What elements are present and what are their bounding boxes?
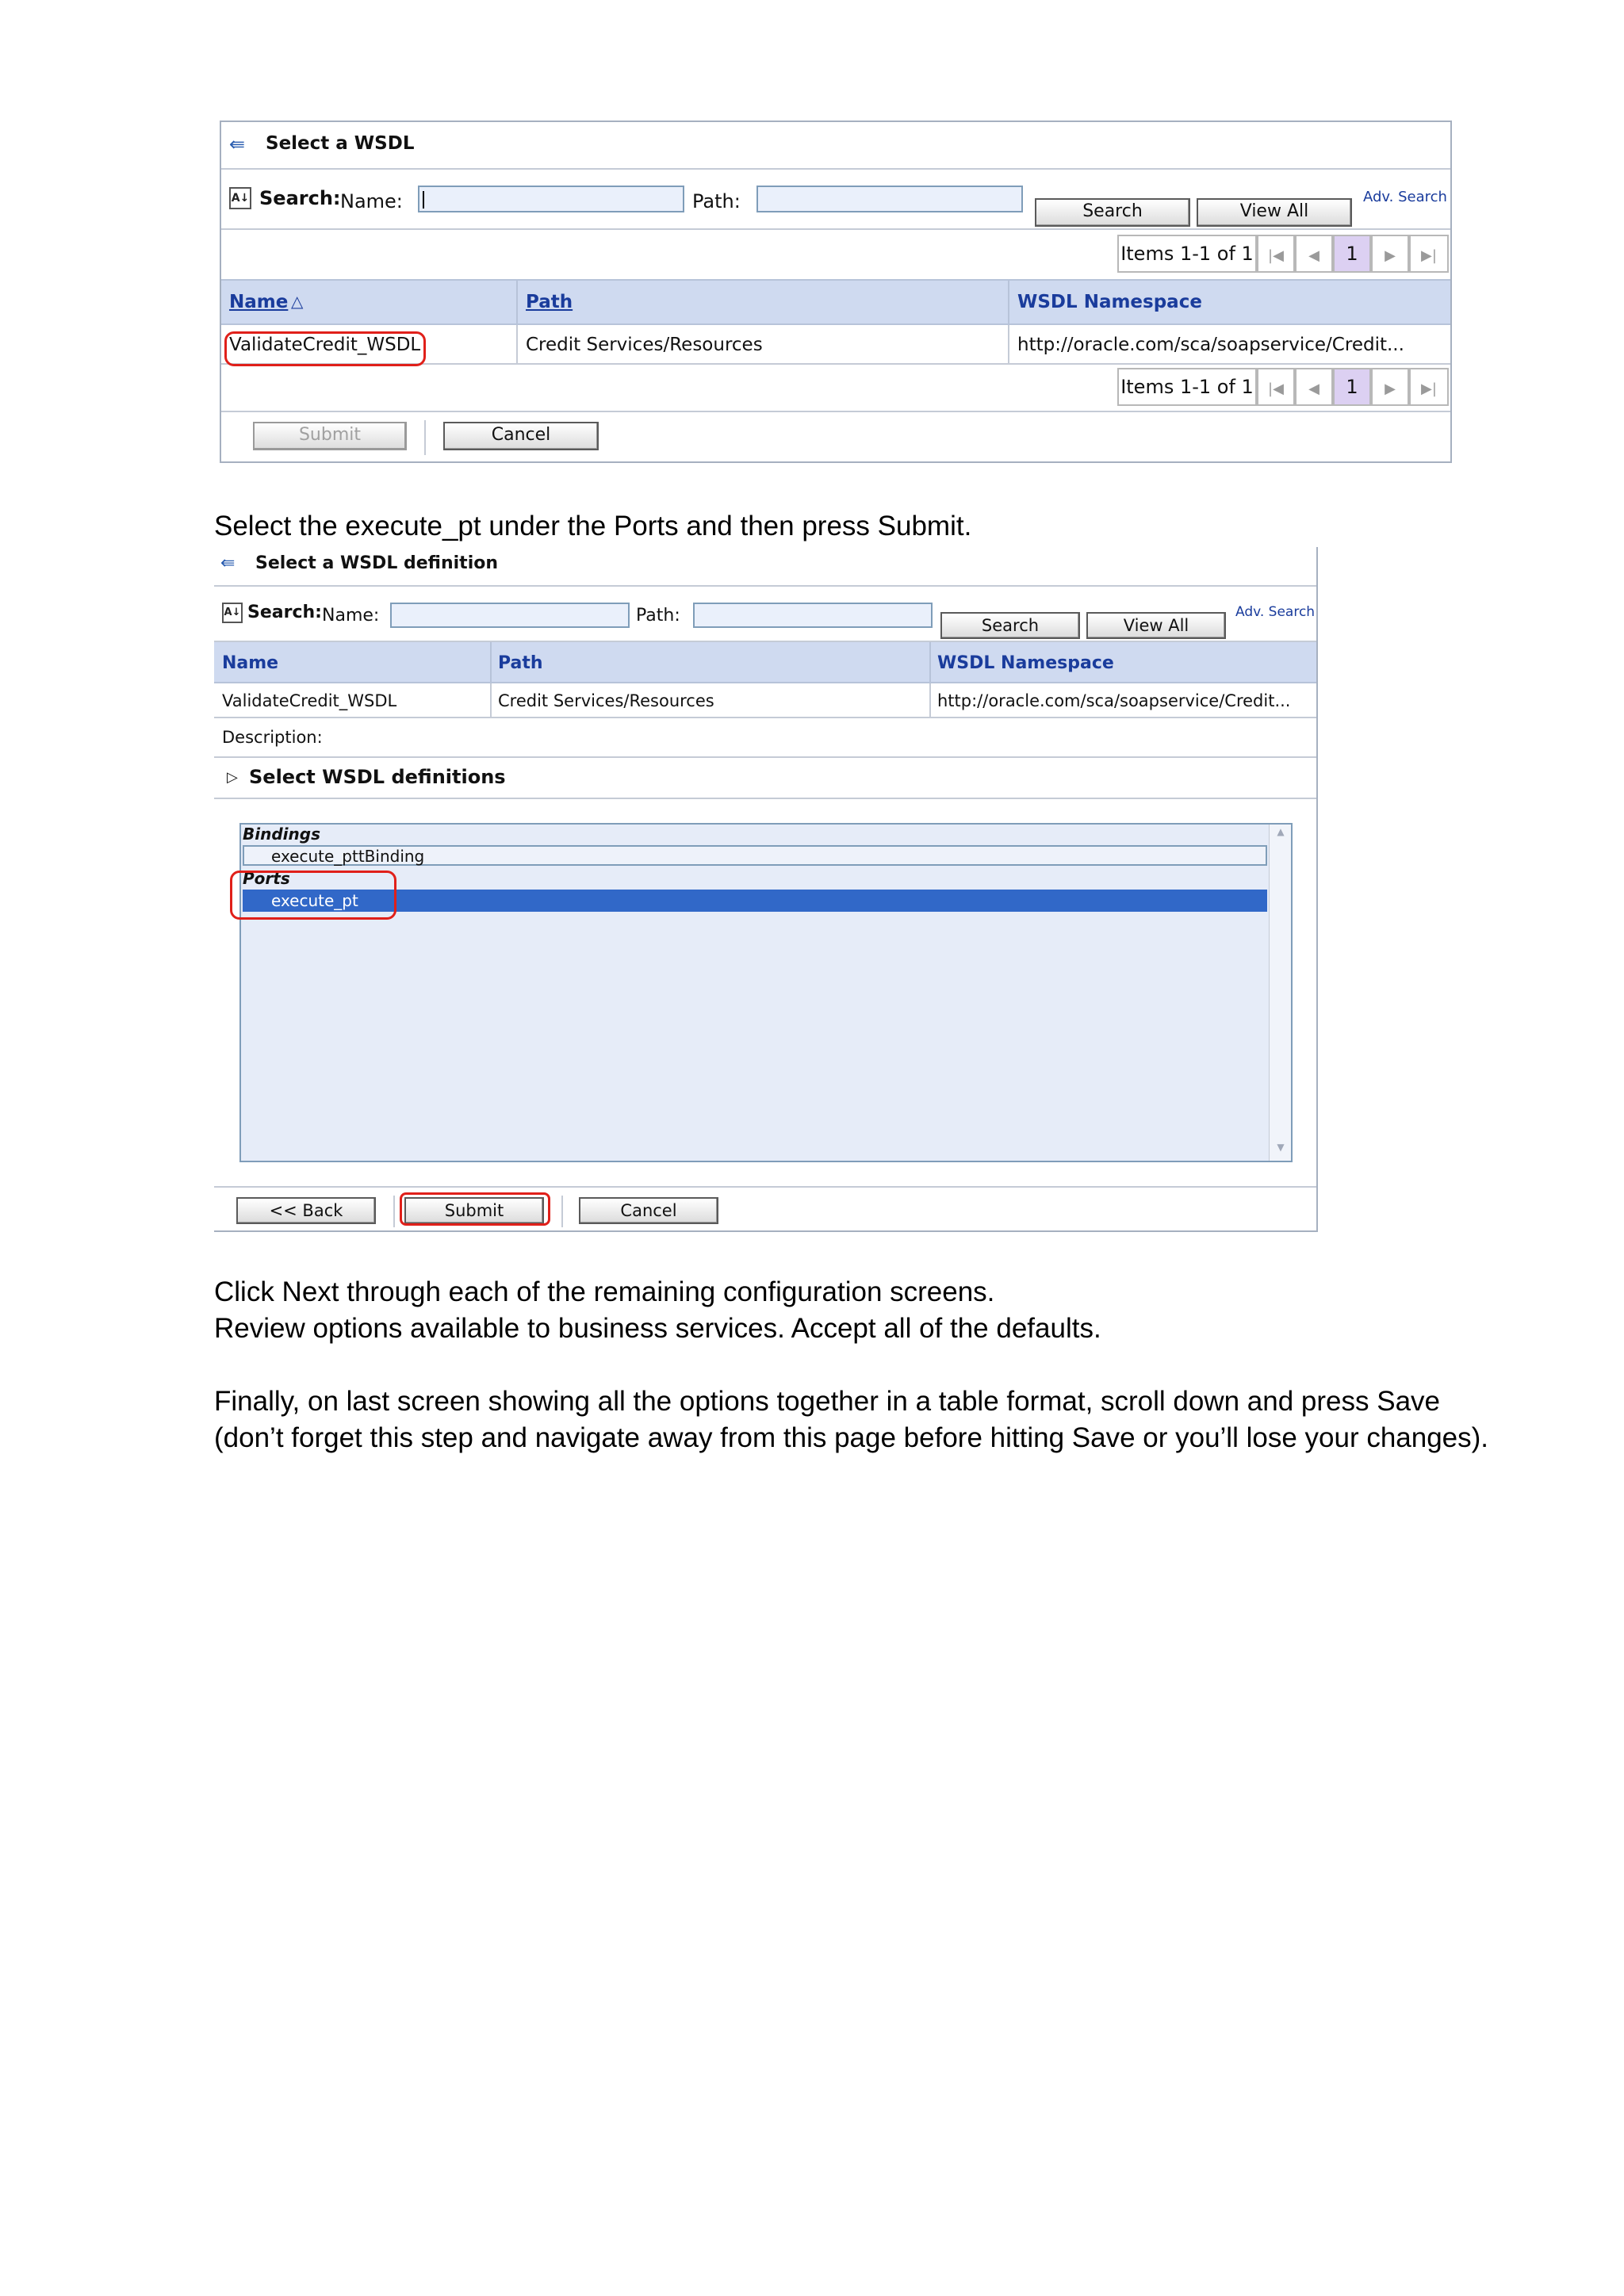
wsdl-icon: ⇚ [220,553,236,573]
highlight-name [224,331,426,366]
pager-top [1117,235,1449,273]
column-header-path[interactable]: Path [526,292,573,312]
row-path: Credit Services/Resources [498,691,714,710]
adv-search-link[interactable]: Adv. Search [1363,189,1447,205]
name-label: Name: [322,606,380,626]
prev-page-icon[interactable]: ◀ [1295,235,1333,273]
list-group-bindings: Bindings [243,825,320,844]
search-button[interactable]: Search [1035,198,1190,227]
paragraph-line-4: (don’t forget this step and navigate away from this page before hitting Save or you’ll lose your changes). [214,1422,1489,1453]
cancel-button[interactable]: Cancel [443,422,599,450]
search-label: Search: [247,603,322,622]
highlight-ports [230,871,396,920]
list-group-ports: Ports [243,869,290,888]
column-header-namespace: WSDL Namespace [1017,292,1202,312]
select-wsdl-panel [220,121,1452,463]
listbox-scrollbar[interactable] [1269,825,1291,1161]
first-page-icon[interactable]: |◀ [1257,368,1295,406]
search-label: Search: [259,187,341,209]
instruction-text: Select the execute_pt under the Ports and then press Submit. [214,511,972,541]
pager-items-text: Items 1-1 of 1 [1117,235,1257,273]
path-label: Path: [692,190,741,212]
table-header [221,279,1450,325]
last-page-icon[interactable]: ▶| [1409,235,1449,273]
pager-bottom [1117,368,1449,406]
table-header [214,642,1316,683]
name-input[interactable] [390,603,630,628]
path-input[interactable] [693,603,933,628]
first-page-icon[interactable]: |◀ [1257,235,1295,273]
row-path: Credit Services/Resources [526,335,763,355]
paragraph-line-3: Finally, on last screen showing all the options together in a table format, scroll down and press Save [214,1386,1441,1417]
submit-button[interactable]: Submit [253,422,407,450]
name-input[interactable] [418,186,684,212]
list-item-port-selected[interactable]: execute_pt [243,890,1267,912]
name-label: Name: [340,190,403,212]
column-header-path: Path [498,653,543,673]
expand-triangle-icon[interactable]: ▷ [227,769,238,786]
submit-button[interactable]: Submit [404,1197,544,1224]
highlight-submit [400,1192,550,1226]
scroll-up-icon[interactable]: ▲ [1277,826,1285,837]
search-icon: A↓ [222,603,243,623]
page-number[interactable]: 1 [1333,235,1371,273]
path-label: Path: [636,606,680,626]
scroll-down-icon[interactable]: ▼ [1277,1142,1285,1153]
select-wsdl-definition-panel [214,547,1318,1232]
next-page-icon[interactable]: ▶ [1371,235,1409,273]
back-button[interactable]: << Back [236,1197,376,1224]
search-icon: A↓ [229,187,251,209]
panel-title: Select a WSDL [266,133,415,154]
row-namespace: http://oracle.com/sca/soapservice/Credit... [1017,335,1404,355]
search-button[interactable]: Search [940,612,1080,639]
sort-ascending-icon[interactable]: △ [291,292,304,311]
prev-page-icon[interactable]: ◀ [1295,368,1333,406]
page-number[interactable]: 1 [1333,368,1371,406]
paragraph-line-2: Review options available to business services. Accept all of the defaults. [214,1313,1101,1344]
paragraph-line-1: Click Next through each of the remaining configuration screens. [214,1276,995,1307]
column-header-name: Name [222,653,279,673]
adv-search-link[interactable]: Adv. Search [1235,604,1316,620]
path-input[interactable] [756,186,1023,212]
wsdl-definitions-listbox[interactable] [239,823,1293,1162]
list-item-binding[interactable]: execute_pttBinding [243,845,1267,866]
next-page-icon[interactable]: ▶ [1371,368,1409,406]
row-name-link[interactable]: ValidateCredit_WSDL [229,335,421,355]
view-all-button[interactable]: View All [1086,612,1226,639]
table-row [214,683,1316,718]
section-title[interactable]: Select WSDL definitions [249,766,506,788]
row-name: ValidateCredit_WSDL [222,691,397,710]
last-page-icon[interactable]: ▶| [1409,368,1449,406]
panel-title: Select a WSDL definition [255,553,499,573]
wsdl-icon: ⇚ [229,133,246,155]
cancel-button[interactable]: Cancel [579,1197,718,1224]
row-namespace: http://oracle.com/sca/soapservice/Credit... [937,691,1291,710]
view-all-button[interactable]: View All [1197,198,1352,227]
pager-items-text: Items 1-1 of 1 [1117,368,1257,406]
column-header-namespace: WSDL Namespace [937,653,1114,673]
description-label: Description: [222,728,323,747]
column-header-name[interactable]: Name [229,292,289,312]
